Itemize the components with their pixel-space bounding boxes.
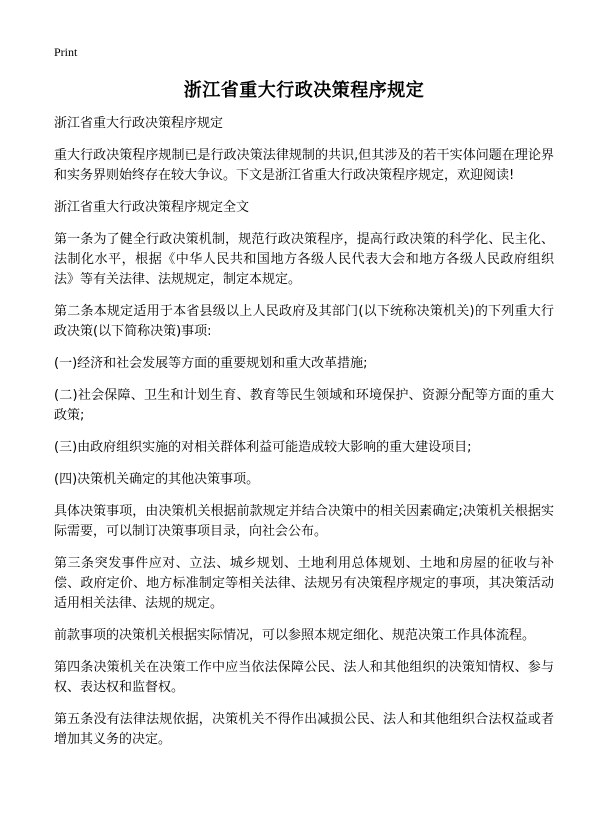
paragraph-intro: 重大行政决策程序规制已是行政决策法律规制的共识,但其涉及的若干实体问题在理论界和实务界则始终存在较大争议。下文是浙江省重大行政决策程序规定，欢迎阅读!: [54, 148, 554, 183]
paragraph-article-2: 第二条本规定适用于本省县级以上人民政府及其部门(以下统称决策机关)的下列重大行政决策(以下简称决策)事项:: [54, 304, 554, 339]
print-label: Print: [54, 45, 78, 59]
paragraph-article-5: 第五条没有法律法规依据，决策机关不得作出减损公民、法人和其他组织合法权益或者增加其义务的决定。: [54, 712, 554, 747]
paragraph-article-3: 第三条突发事件应对、立法、城乡规划、土地利用总体规划、土地和房屋的征收与补偿、政府定价、地方标准制定等相关法律、法规另有决策程序规定的事项，其决策活动适用相关法律、法规的规定。: [54, 556, 554, 611]
document-title: 浙江省重大行政决策程序规定: [183, 80, 425, 101]
paragraph-item-4: (四)决策机关确定的其他决策事项。: [54, 472, 260, 487]
paragraph-subtitle: 浙江省重大行政决策程序规定: [54, 116, 224, 131]
paragraph-fulltext-heading: 浙江省重大行政决策程序规定全文: [54, 200, 250, 215]
paragraph-item-3: (三)由政府组织实施的对相关群体利益可能造成较大影响的重大建设项目;: [54, 440, 472, 455]
paragraph-specific-matters: 具体决策事项，由决策机关根据前款规定并结合决策中的相关因素确定;决策机关根据实际需要，可以制订决策事项目录，向社会公布。: [54, 504, 554, 539]
paragraph-article-4: 第四条决策机关在决策工作中应当依法保障公民、法人和其他组织的决策知情权、参与权、表达权和监督权。: [54, 660, 554, 695]
document-body: [54, 114, 554, 750]
paragraph-article-1: 第一条为了健全行政决策机制，规范行政决策程序，提高行政决策的科学化、民主化、法制化水平，根据《中华人民共和国地方各级人民代表大会和地方各级人民政府组织法》等有关法律、法规规定，制定本规定。: [54, 232, 554, 287]
paragraph-item-2: (二)社会保障、卫生和计划生育、教育等民生领域和环境保护、资源分配等方面的重大政策;: [54, 388, 554, 423]
paragraph-article-3-note: 前款事项的决策机关根据实际情况，可以参照本规定细化、规范决策工作具体流程。: [54, 628, 536, 643]
paragraph-item-1: (一)经济和社会发展等方面的重要规划和重大改革措施;: [54, 356, 368, 371]
